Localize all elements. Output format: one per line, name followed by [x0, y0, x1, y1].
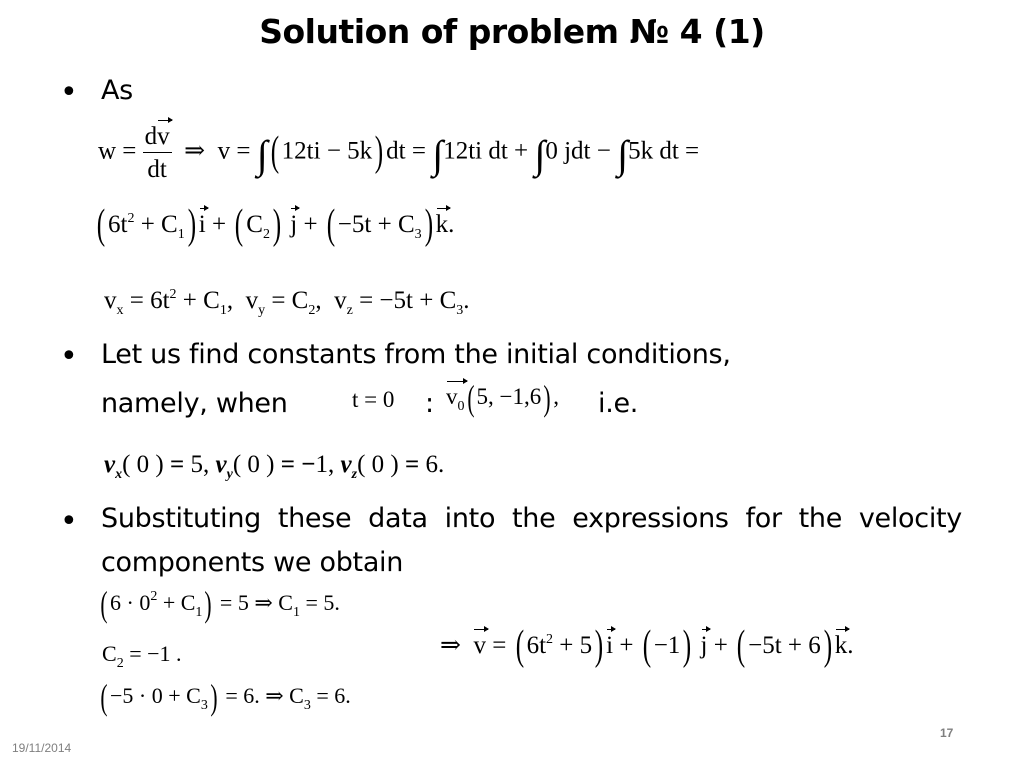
equation-c3: ( $-5 \cdot 0 + C_3) = 6$. ⇒ $C_3 = 6$.: [100, 677, 351, 717]
equation-velocity-vector-constants: ( $6t^2 + C_1$) i + ( $C_2$) j + ( $-5t + C_3$) k.: [96, 202, 455, 248]
colon-text: :: [425, 388, 434, 419]
equation-t-zero: t = 0: [352, 387, 395, 412]
bullet-text-namely-when: namely, when: [101, 388, 288, 419]
equation-initial-velocity-vector: $v_0$( 5, −1,6) ,: [446, 378, 559, 418]
equation-c2: $C_2 = -1$ .: [102, 641, 182, 671]
bullet-text-substituting: Substituting these data into the expressions for the velocity components we obtain: [101, 503, 962, 578]
bullet-marker: •: [60, 339, 78, 374]
equation-final-velocity: ⇒ v = ( $6t^2 + 5$) i + ( −1) j + ( −5t + 6) k.: [440, 623, 854, 669]
equation-acceleration-integral: w = $\frac{dv}{dt}$ ⇒ v = ∫( 12ti − 5k) dt = ∫12ti dt + ∫0 jdt − ∫5k dt =: [98, 123, 700, 183]
ie-text: i.e.: [598, 388, 639, 419]
slide-title: Solution of problem № 4 (1): [259, 12, 765, 51]
equation-c1: ( $6 \cdot 0^2 + C_1) = 5$ ⇒ $C_1 = 5$.: [100, 584, 340, 624]
bullet-text-initial-conditions: Let us find constants from the initial conditions,: [101, 339, 731, 370]
equation-initial-components: $v_x$( 0 ) = 5, $v_y$( 0 ) = −1, $v_z$( 0 ) = 6.: [104, 451, 445, 482]
bullet-marker: •: [60, 504, 78, 539]
bullet-text-as: As: [101, 75, 133, 106]
page-number: 17: [940, 726, 954, 740]
equation-velocity-components: $v_x = 6t^2 + C_1$, $v_y = C_2$, $v_z = -5t + C_3$.: [104, 287, 470, 318]
footer-date: 19/11/2014: [12, 741, 72, 755]
bullet-marker: •: [60, 75, 78, 110]
